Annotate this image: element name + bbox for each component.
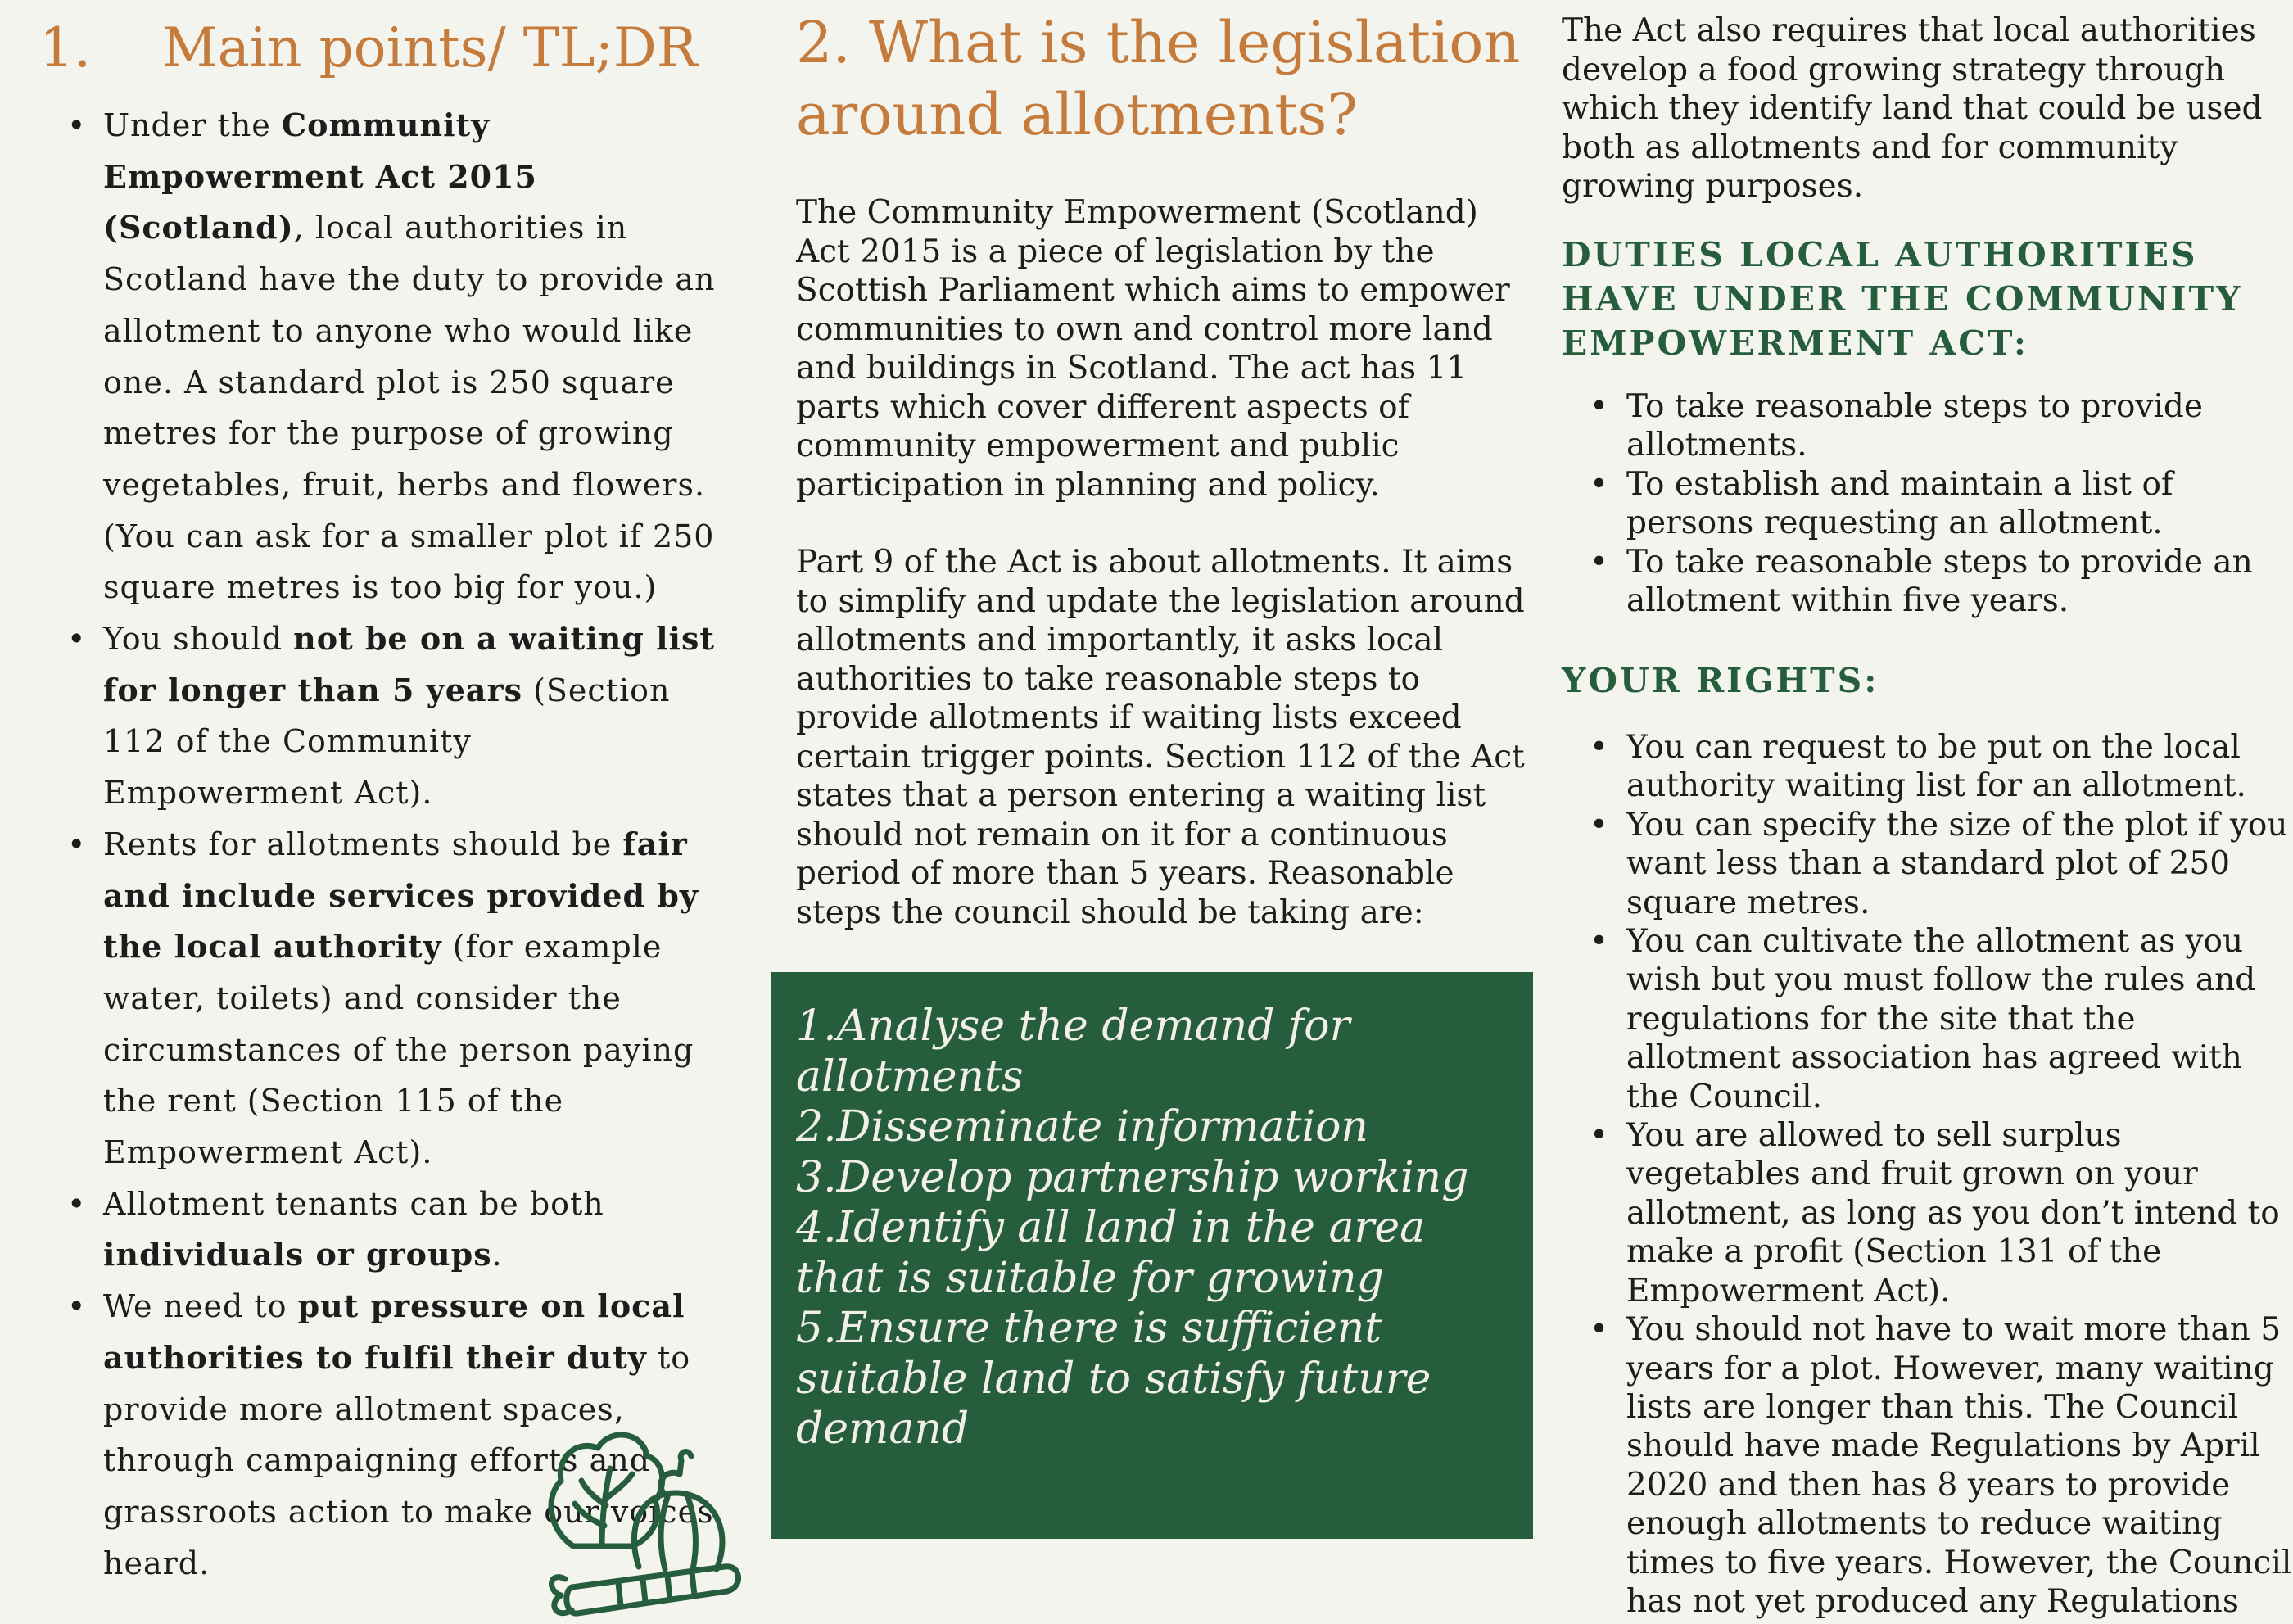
step-item: 3.Develop partnership working — [796, 1152, 1469, 1202]
list-item: • You can request to be put on the local authority waiting list for an allotment. — [1590, 728, 2293, 806]
legislation-paragraph-1: The Community Empowerment (Scotland) Act 2015 is a piece of legislation by the Scottish Parliament which aims to empower communities to own and control more land and buildings in Scotland. The act has 11 parts which cover different aspects of community empowerment and public participation in planning and policy. — [796, 194, 1510, 504]
vegetables-icon — [540, 1423, 745, 1624]
step-item: 1.Analyse the demand for allotments — [796, 1002, 1350, 1102]
list-item: • To take reasonable steps to provide allotments. — [1590, 387, 2293, 465]
reasonable-steps-box — [771, 972, 1533, 1539]
list-item: • Rents for allotments should be fair and include services provided by the local authority (for example water, toilets) and consider the circumstances of the person paying the rent (Section 115 of the Empowerment Act). — [67, 819, 722, 1178]
list-item: • To take reasonable steps to provide an allotment within five years. — [1590, 543, 2293, 621]
step-item: 4.Identify all land in the area that is suitable for growing — [796, 1203, 1426, 1303]
main-points-title-text: Main points/ TL;DR — [162, 16, 698, 79]
list-item: • To establish and maintain a list of persons requesting an allotment. — [1590, 465, 2293, 543]
list-item: • You should not have to wait more than 5 years for a plot. However, many waiting lists are longer than this. The Council should have made Regulations by April 2020 and then has 8 years to provide enough allotments to reduce waiting times to five years. However, the Council has not yet produced any Regulations — [1590, 1310, 2293, 1621]
list-item: • Under the Community Empowerment Act 2015 (Scotland), local authorities in Scotland have the duty to provide an allotment to anyone who would like one. A standard plot is 250 square metres for the purpose of growing vegetables, fruit, herbs and flowers. (You can ask for a smaller plot if 250 square metres is too big for you.) — [67, 100, 722, 613]
list-item: • You can cultivate the allotment as you wish but you must follow the rules and regulations for the site that the allotment association has agreed with the Council. — [1590, 922, 2293, 1116]
legislation-paragraph-2: Part 9 of the Act is about allotments. It aims to simplify and update the legislation around allotments and importantly, it asks local authorities to take reasonable steps to provide allotments if waiting lists exceed certain trigger points. Section 112 of the Act states that a person entering a waiting list should not remain on it for a continuous period of more than 5 years. Reasonable steps the council should be taking are: — [796, 544, 1525, 931]
food-growing-strategy-paragraph: The Act also requires that local authorities develop a food growing strategy through which they identify land that could be used both as allotments and for community growing purposes. — [1562, 12, 2263, 205]
step-item: 2.Disseminate information — [796, 1102, 1368, 1151]
duties-heading: DUTIES LOCAL AUTHORITIES HAVE UNDER THE COMMUNITY EMPOWERMENT ACT: — [1562, 235, 2243, 363]
list-item: • We need to put pressure on local authorities to fulfil their duty to provide more allotment spaces, through campaigning efforts and grassroots action to make our voices heard. — [67, 1281, 722, 1589]
list-item: • You are allowed to sell surplus vegetables and fruit grown on your allotment, as long as you don’t intend to make a profit (Section 131 of the Empowerment Act). — [1590, 1116, 2293, 1310]
list-item: • You should not be on a waiting list for longer than 5 years (Section 112 of the Community Empowerment Act). — [67, 613, 722, 819]
step-item: 5.Ensure there is sufficient suitable land to satisfy future demand — [796, 1304, 1431, 1454]
duties-list — [1590, 387, 2293, 620]
list-item: • You can specify the size of the plot if you want less than a standard plot of 250 square metres. — [1590, 806, 2293, 922]
rights-heading: YOUR RIGHTS: — [1562, 661, 1879, 700]
main-points-list — [67, 100, 722, 1589]
rights-list — [1590, 728, 2293, 1621]
list-item: • Allotment tenants can be both individuals or groups. — [67, 1178, 722, 1281]
main-points-title — [39, 13, 697, 84]
main-points-number: 1. — [39, 16, 91, 79]
legislation-title: 2. What is the legislation around allotments? — [796, 9, 1521, 148]
